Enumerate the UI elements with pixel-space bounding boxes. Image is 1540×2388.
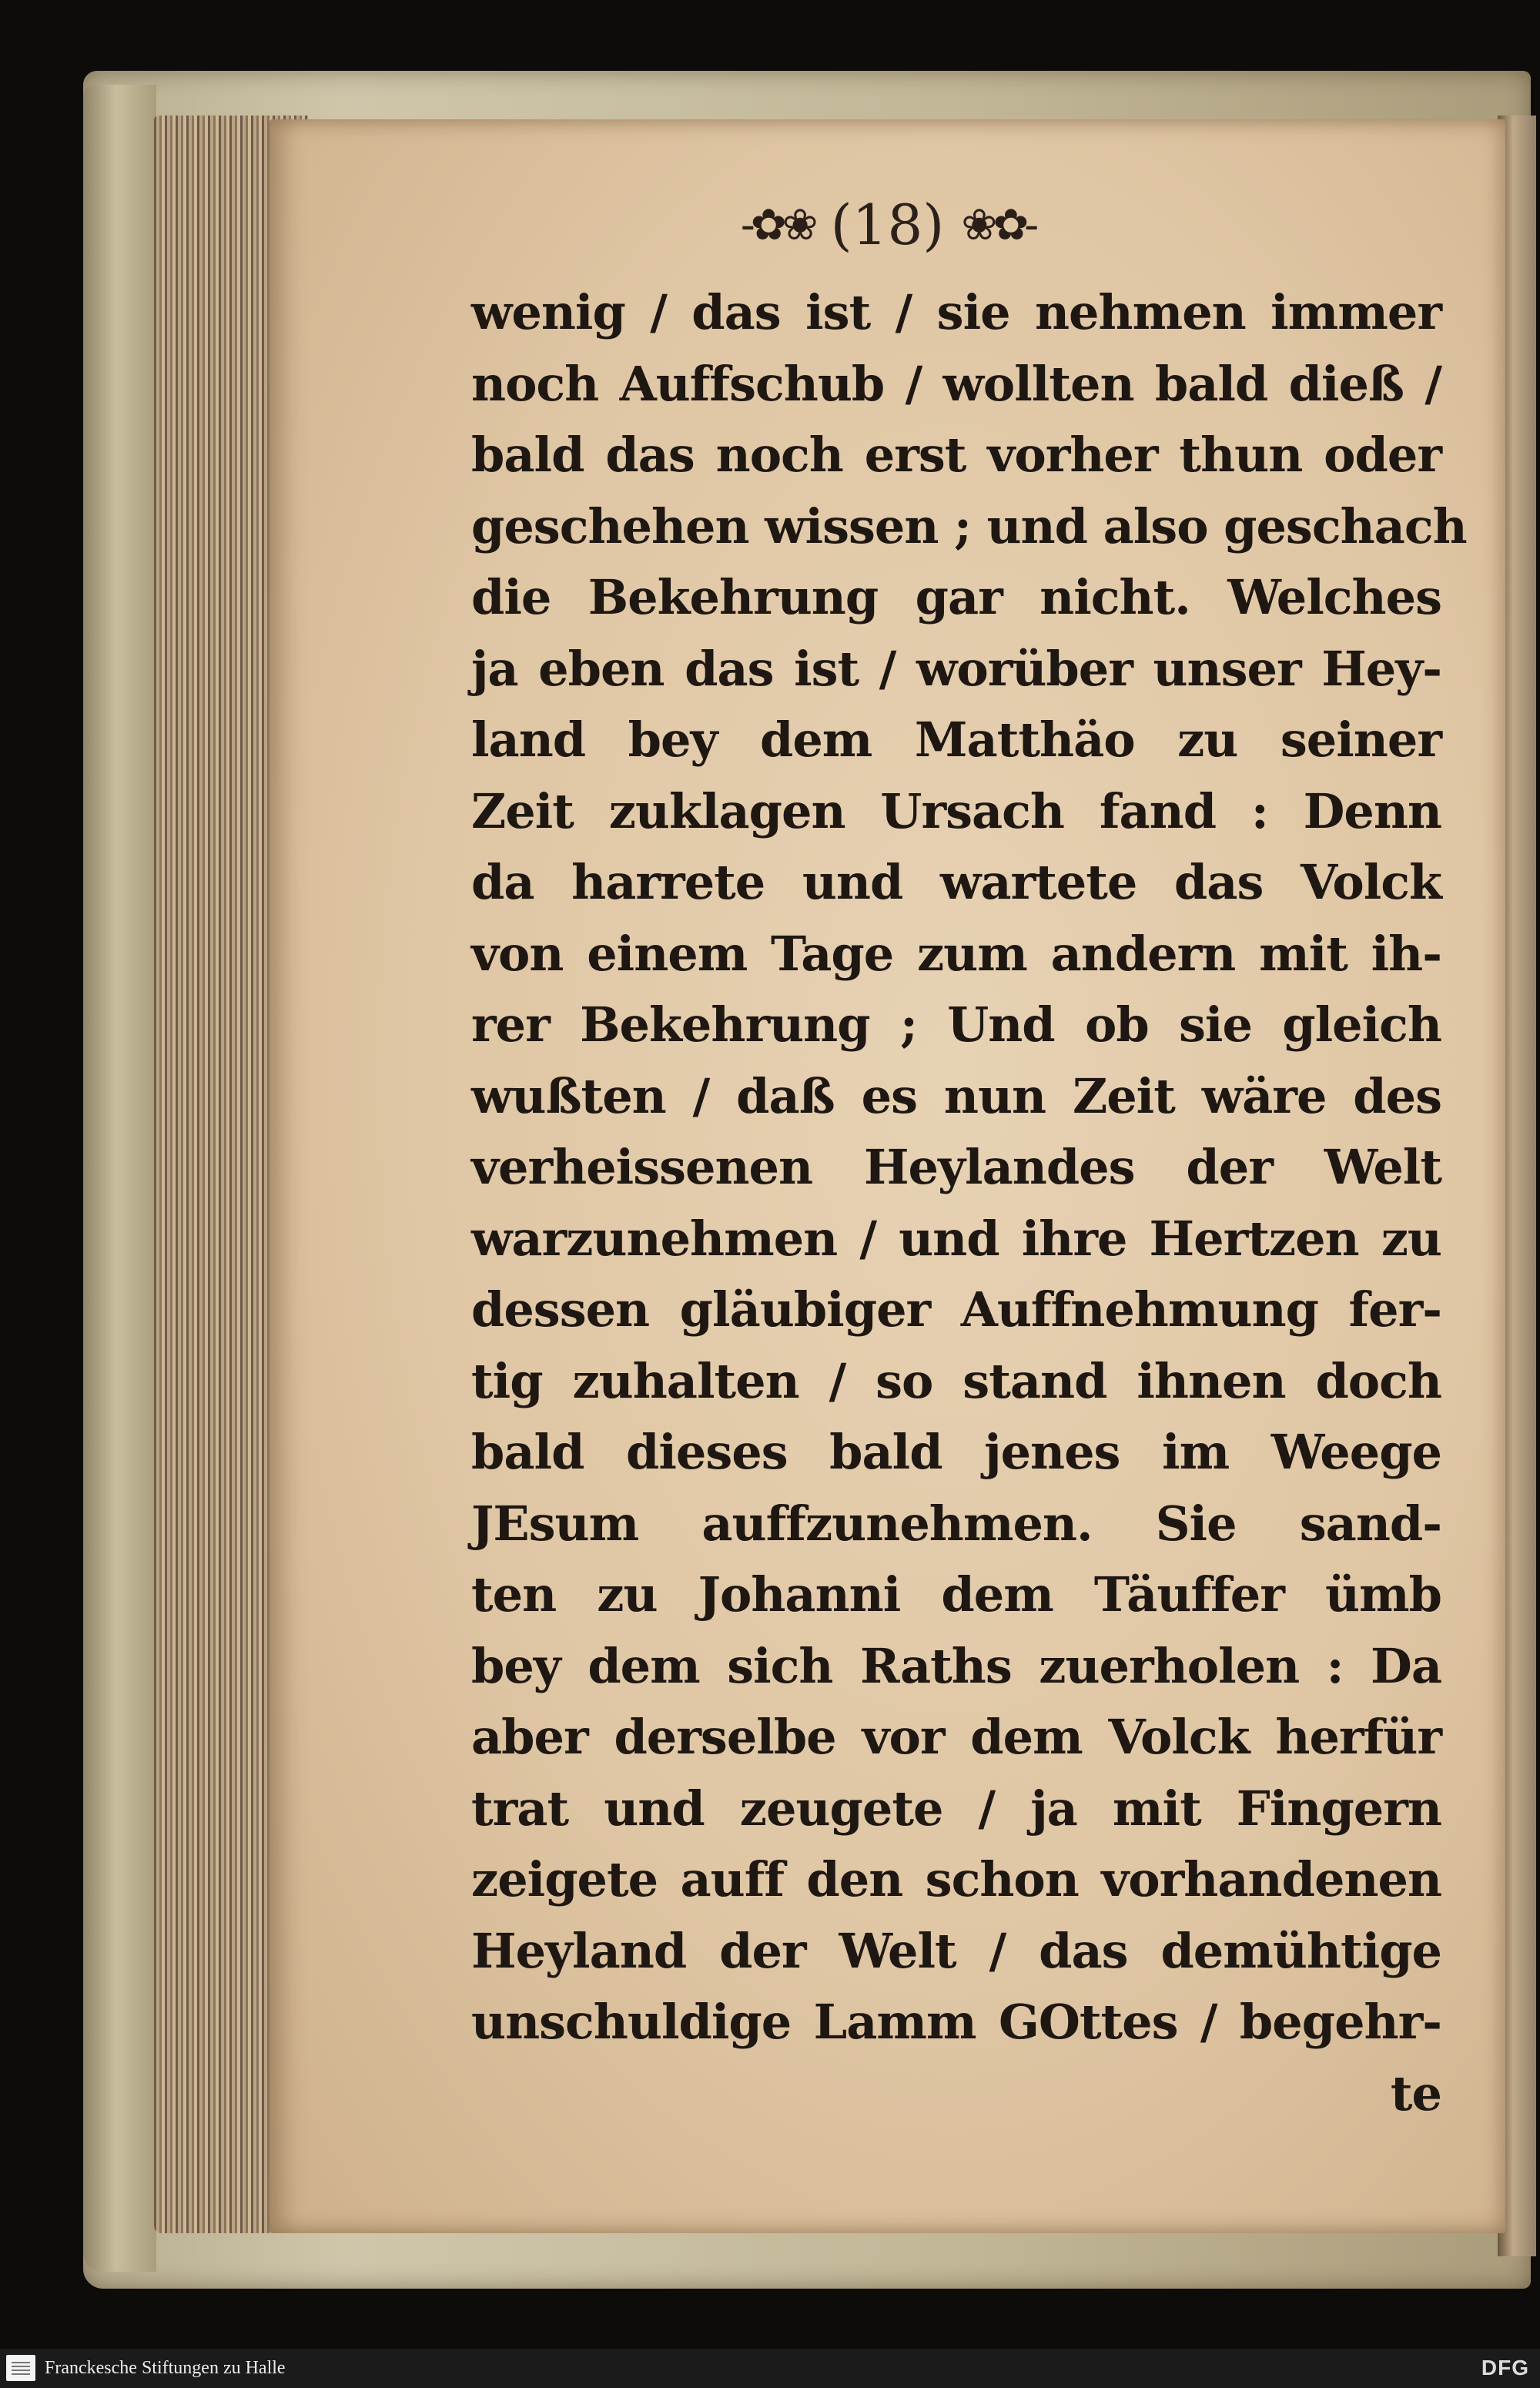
text-line: zeigete auff den schon vorhandenen xyxy=(471,1851,1441,1907)
text-line: tig zuhalten / so stand ihnen doch xyxy=(471,1352,1441,1409)
text-line: wenig / das ist / sie nehmen immer xyxy=(471,284,1441,340)
dfg-logo: DFG xyxy=(1481,2356,1529,2380)
text-line: rer Bekehrung ; Und ob sie gleich xyxy=(471,996,1441,1053)
footer-bar xyxy=(0,2349,1540,2388)
ornament-left-icon: -✿❀ xyxy=(740,199,814,250)
text-line: unschuldige Lamm GOttes / begehr- xyxy=(471,1994,1441,2050)
text-line: von einem Tage zum andern mit ih- xyxy=(471,925,1441,982)
text-line: bald dieses bald jenes im Weege xyxy=(471,1424,1441,1480)
text-line: trat und zeugete / ja mit Fingern xyxy=(471,1780,1441,1837)
text-line: JEsum auffzunehmen. Sie sand- xyxy=(471,1495,1441,1552)
text-line: ten zu Johanni dem Täuffer ümb xyxy=(471,1566,1441,1623)
text-line: wußten / daß es nun Zeit wäre des xyxy=(471,1067,1441,1124)
text-line: Heyland der Welt / das demühtige xyxy=(471,1922,1441,1979)
text-block xyxy=(471,277,1467,2129)
text-line: Zeit zuklagen Ursach fand : Denn xyxy=(471,782,1441,839)
text-line: die Bekehrung gar nicht. Welches xyxy=(471,569,1441,625)
text-line: da harrete und wartete das Volck xyxy=(471,854,1441,910)
text-line: geschehen wissen ; und also geschach xyxy=(471,497,1467,554)
book-page xyxy=(270,119,1505,2233)
text-line: ja eben das ist / worüber unser Hey- xyxy=(471,640,1441,697)
institution-logo-icon xyxy=(6,2355,35,2381)
page-header xyxy=(270,193,1505,257)
text-line: verheissenen Heylandes der Welt xyxy=(471,1139,1441,1195)
ornament-right-icon: ❀✿- xyxy=(961,199,1035,250)
text-line: dessen gläubiger Auffnehmung fer- xyxy=(471,1281,1441,1338)
text-line: aber derselbe vor dem Volck herfür xyxy=(471,1709,1441,1765)
institution-name: Franckesche Stiftungen zu Halle xyxy=(45,2358,286,2378)
text-line: warzunehmen / und ihre Hertzen zu xyxy=(471,1210,1441,1267)
spine-fold xyxy=(83,85,156,2272)
text-line: bey dem sich Raths zuerholen : Da xyxy=(471,1637,1441,1694)
text-line: land bey dem Matthäo zu seiner xyxy=(471,712,1441,768)
text-line: noch Auffschub / wollten bald dieß / xyxy=(471,355,1441,412)
page-number: (18) xyxy=(830,193,945,257)
catchword: te xyxy=(1390,2065,1441,2122)
text-line: bald das noch erst vorher thun oder xyxy=(471,427,1441,483)
